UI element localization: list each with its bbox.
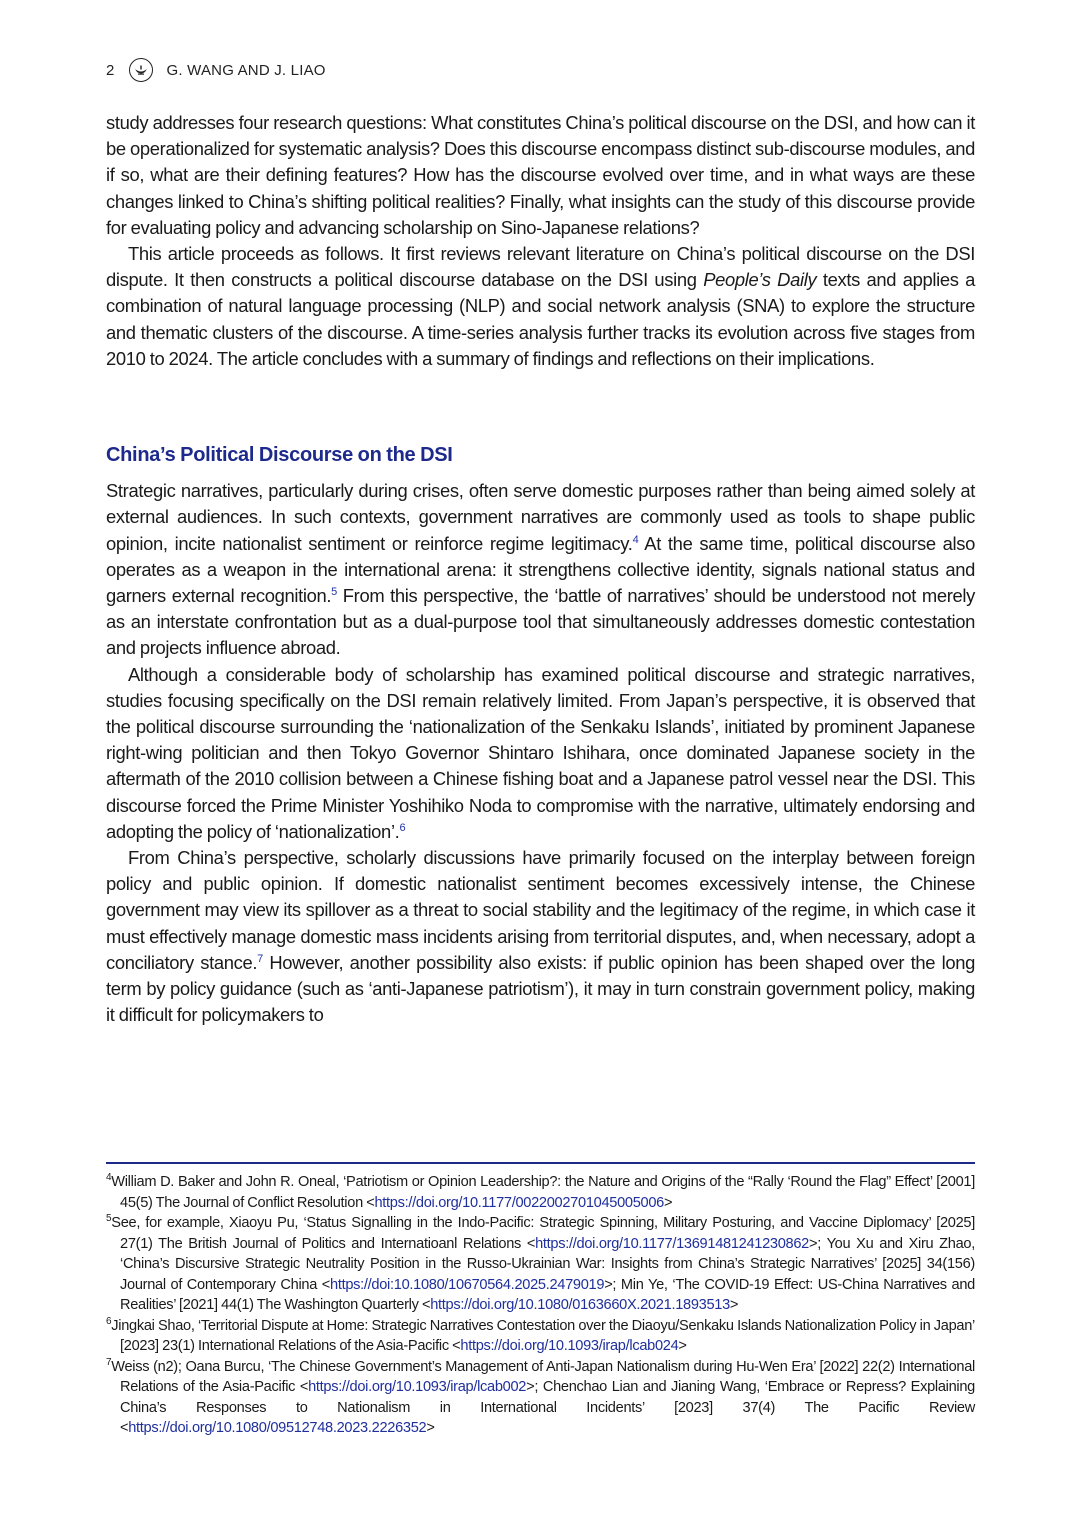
paragraph [106,478,975,661]
page-number: 2 [106,61,115,79]
paragraph-text: From China’s perspective, scholarly discussions have primarily focused on the interplay between foreign policy and public opinion. If domestic nationalist sentiment becomes excessively intense, the Chinese government may view its spillover as a threat to social stability and the legitimacy of the regime, in which case it must effectively manage domestic mass incidents arising from territorial disputes, and, when necessary, adopt a conciliatory stance. [106,847,975,973]
doi-link[interactable]: https://doi.org/10.1177/0022002701045005006 [374,1194,664,1211]
paragraph-text: This article proceeds as follows. It first reviews relevant literature on China’s political discourse on the DSI dispute. It then constructs a political discourse database on the DSI using [106,243,975,291]
footnote-ref[interactable]: 4 [632,533,639,546]
running-head [106,58,326,82]
footnote-text: Weiss (n2); Oana Burcu, ‘The Chinese Government’s Management of Anti-Japan Nationalism during Hu-Wen Era’ [2022] 22(2) International Relations of the Asia-Pacific < [111,1358,975,1395]
running-head-authors: G. WANG AND J. LIAO [166,61,326,79]
paragraph-text: From this perspective, the ‘battle of narratives’ should be understood not merely as an interstate confrontation but as a dual-purpose tool that simultaneously addresses domestic contestation and projects influence abroad. [106,585,975,659]
footnote-ref[interactable]: 5 [331,585,337,598]
publisher-lamp-icon [129,58,153,82]
doi-link[interactable]: https://doi.org/10.1093/irap/lcab002 [308,1379,527,1395]
paragraph-text: Although a considerable body of scholarship has examined political discourse and strategic narratives, studies focusing specifically on the DSI remain relatively limited. From Japan’s perspective, it is observed that the political discourse surrounding the ‘nationalization of the Senkaku Islands’, initiated by prominent Japanese right-wing politician and then Tokyo Governor Shintaro Ishihara, once dominated Japanese society in the aftermath of the 2010 collision between a Chinese fishing boat and a Japanese patrol vessel near the DSI. This discourse forced the Prime Minister Yoshihiko Noda to compromise with the narrative, ultimately endorsing and adopting the policy of ‘nationalization’. [106,663,975,842]
footnote-4 [106,1172,975,1213]
footnote-ref[interactable]: 7 [257,952,263,965]
doi-link[interactable]: https://doi.org/10.1177/13691481241230862 [535,1235,809,1252]
doi-link[interactable]: https://doi.org/10.1080/09512748.2023.2226352 [128,1420,427,1436]
paragraph [106,845,975,1028]
paragraph-text: At the same time, political discourse also operates as a weapon in the international arena: it strengthens collective identity, signals national status and garners external recognition. [106,532,976,607]
doi-link[interactable]: https://doi.org/10.1093/irap/lcab024 [460,1338,679,1354]
section-heading: China’s Political Discourse on the DSI [106,444,453,467]
footnote-text: > [729,1297,739,1313]
footnote-text: >; Chenchao Lian and Jianing Wang, ‘Embrace or Repress? Explaining China’s Responses to Nationalism in International Incidents’ [2023] 37(4) The Pacific Review < [120,1379,975,1436]
footnote-text: > [663,1194,673,1211]
footnotes [106,1172,975,1439]
footnote-text: >; Min Ye, ‘The COVID-19 Effect: US-China Narratives and Realities’ [2021] 44(1) The Washington Quarterly < [120,1276,975,1313]
footnote-text: See, for example, Xiaoyu Pu, ‘Status Signalling in the Indo-Pacific: Strategic Spinning, Military Posturing, and Vaccine Diplomacy’ [2025] 27(1) The British Journal of Politics and Internatioanl Relations < [111,1215,975,1252]
paragraph [106,241,975,372]
footnote-number: 7 [106,1356,112,1368]
footnote-number: 6 [106,1315,112,1327]
main-text [106,110,975,1029]
paragraph-text: However, another possibility also exists: if public opinion has been shaped over the long term by policy guidance (such as ‘anti-Japanese patriotism’), it may in turn constrain government policy, making it difficult for policymakers to [106,951,975,1026]
doi-link[interactable]: https://doi:10.1080/10670564.2025.2479019 [330,1276,605,1293]
footnote-5 [106,1213,975,1316]
italic-title: People’s Daily [703,269,817,291]
paragraph-text: Strategic narratives, particularly during crises, often serve domestic purposes rather than being aimed solely at external audiences. In such contexts, government narratives are commonly used as tools to shape public opinion, incite nationalist sentiment or reinforce regime legitimacy. [106,480,975,554]
doi-link[interactable]: https://doi.org/10.1080/0163660X.2021.1893513 [430,1297,730,1313]
footnote-text: William D. Baker and John R. Oneal, ‘Patriotism or Opinion Leadership?: the Nature and Origins of the “Rally ‘Round the Flag” Effect’ [2001] 45(5) The Journal of Conflict Resolution < [111,1174,975,1211]
footnote-6 [106,1316,975,1357]
paragraph-text: texts and applies a combination of natural language processing (NLP) and social network analysis (SNA) to explore the structure and thematic clusters of the discourse. A time-series analysis further tracks its evolution across five stages from 2010 to 2024. The article concludes with a summary of findings and reflections on their implications. [106,269,975,369]
footnote-text: Jingkai Shao, ‘Territorial Dispute at Home: Strategic Narratives Contestation over the Diaoyu/Senkaku Islands Nationalization Policy in Japan’ [2023] 23(1) International Relations of the Asia-Pacific < [111,1317,975,1354]
footnote-7 [106,1357,975,1439]
footnote-number: 4 [106,1172,112,1184]
footnote-ref[interactable]: 6 [399,821,406,834]
footnote-text: > [678,1338,687,1354]
paragraph-text: study addresses four research questions: What constitutes China’s political discourse on the DSI, and how can it be operationalized for systematic analysis? Does this discourse encompass distinct sub-discourse modules, and if so, what are their defining features? How has the discourse evolved over time, and in what ways are these changes linked to China’s shifting political realities? Finally, what insights can the study of this discourse provide for evaluating policy and advancing scholarship on Sino-Japanese relations? [106,112,975,238]
paragraph [106,662,975,845]
footnote-text: >; You Xu and Xiru Zhao, ‘China’s Discursive Strategic Neutrality Position in the Russo-Ukrainian War: Insights from China’s Strategic Narratives’ [2025] 34(156) Journal of Contemporary China < [120,1235,975,1293]
footnote-text: > [426,1420,435,1436]
footnote-number: 5 [106,1213,112,1225]
footnote-divider [106,1162,975,1164]
paragraph [106,110,975,241]
